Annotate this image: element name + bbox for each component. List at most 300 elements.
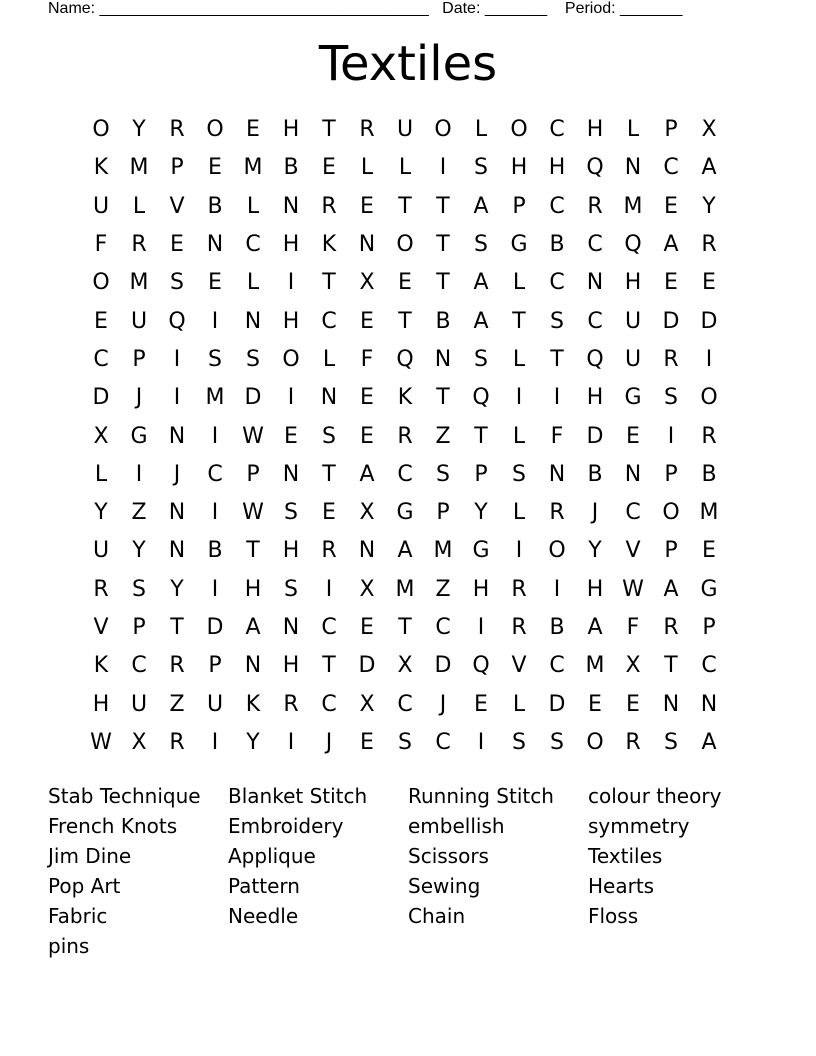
grid-letter: N xyxy=(624,461,642,487)
grid-letter: T xyxy=(170,615,184,640)
word-list-item: Fabric xyxy=(48,904,108,928)
grid-letter: K xyxy=(245,691,261,717)
grid-letter: C xyxy=(321,308,337,334)
word-list-item: symmetry xyxy=(588,814,690,838)
grid-letter: D xyxy=(358,653,376,679)
grid-letter: H xyxy=(586,117,604,143)
grid-letter: I xyxy=(287,729,295,755)
grid-letter: R xyxy=(663,615,679,640)
grid-letter: E xyxy=(664,270,678,296)
grid-letter: I xyxy=(705,346,713,372)
grid-letter: W xyxy=(242,500,264,526)
grid-letter: E xyxy=(284,423,298,449)
grid-letter: N xyxy=(358,538,376,564)
word-list-item: pins xyxy=(48,934,90,958)
grid-letter: Y xyxy=(132,538,146,564)
grid-letter: C xyxy=(701,653,717,679)
grid-letter: I xyxy=(477,729,485,755)
grid-row xyxy=(82,226,728,264)
word-list-item: Needle xyxy=(228,904,299,928)
grid-letter: B xyxy=(283,155,299,181)
grid-letter: R xyxy=(93,576,109,602)
grid-row xyxy=(82,302,728,340)
grid-letter: I xyxy=(477,615,485,640)
grid-letter: M xyxy=(699,500,719,526)
grid-letter: M xyxy=(395,576,415,602)
grid-letter: O xyxy=(548,538,566,564)
grid-letter: H xyxy=(282,117,300,143)
grid-row xyxy=(82,724,728,762)
grid-letter: B xyxy=(207,538,223,564)
grid-letter: T xyxy=(550,346,564,372)
grid-letter: Q xyxy=(586,155,604,181)
grid-letter: O xyxy=(92,270,110,296)
grid-letter: L xyxy=(246,193,260,219)
grid-letter: C xyxy=(321,615,337,640)
grid-letter: Y xyxy=(474,500,488,526)
grid-letter: U xyxy=(396,117,414,143)
grid-letter: O xyxy=(396,232,414,258)
grid-letter: B xyxy=(435,308,451,334)
grid-letter: J xyxy=(325,729,333,755)
grid-letter: E xyxy=(360,308,374,334)
grid-letter: E xyxy=(208,155,222,181)
grid-letter: X xyxy=(93,423,109,449)
grid-letter: I xyxy=(287,385,295,411)
grid-letter: H xyxy=(92,691,110,717)
grid-letter: Y xyxy=(94,500,108,526)
grid-letter: X xyxy=(131,729,147,755)
grid-letter: H xyxy=(586,576,604,602)
grid-letter: E xyxy=(94,308,108,334)
grid-letter: L xyxy=(474,117,488,143)
grid-letter: Q xyxy=(624,232,642,258)
grid-letter: B xyxy=(207,193,223,219)
grid-letter: H xyxy=(586,385,604,411)
grid-letter: F xyxy=(626,615,640,640)
grid-letter: K xyxy=(397,385,413,411)
grid-letter: O xyxy=(206,117,224,143)
grid-letter: C xyxy=(549,270,565,296)
grid-letter: S xyxy=(664,729,678,755)
grid-letter: K xyxy=(93,155,109,181)
grid-letter: I xyxy=(667,423,675,449)
grid-letter: X xyxy=(359,691,375,717)
grid-letter: G xyxy=(396,500,414,526)
grid-letter: X xyxy=(701,117,717,143)
grid-letter: P xyxy=(436,500,450,526)
grid-letter: G xyxy=(472,538,490,564)
grid-letter: W xyxy=(622,576,644,602)
grid-letter: Y xyxy=(246,729,260,755)
grid-letter: Y xyxy=(588,538,602,564)
grid-letter: G xyxy=(700,576,718,602)
grid-letter: T xyxy=(398,615,412,640)
grid-letter: M xyxy=(243,155,263,181)
grid-letter: I xyxy=(515,385,523,411)
word-list-item: Running Stitch xyxy=(408,784,554,808)
grid-letter: T xyxy=(322,270,336,296)
grid-letter: E xyxy=(474,691,488,717)
grid-letter: T xyxy=(246,538,260,564)
grid-letter: S xyxy=(398,729,412,755)
grid-letter: N xyxy=(586,270,604,296)
grid-letter: E xyxy=(246,117,260,143)
grid-letter: T xyxy=(398,308,412,334)
grid-letter: J xyxy=(135,385,143,411)
student-info-header: Name: _____________________________________ Date: _______ Period: _______ xyxy=(48,0,683,17)
grid-letter: E xyxy=(360,385,374,411)
grid-letter: E xyxy=(360,615,374,640)
grid-letter: L xyxy=(512,691,526,717)
grid-letter: E xyxy=(588,691,602,717)
grid-letter: E xyxy=(626,423,640,449)
grid-row xyxy=(82,417,728,455)
grid-row xyxy=(82,341,728,379)
grid-letter: P xyxy=(208,653,222,679)
grid-letter: H xyxy=(282,653,300,679)
word-list-item: colour theory xyxy=(588,784,722,808)
grid-letter: X xyxy=(359,576,375,602)
grid-letter: N xyxy=(434,346,452,372)
grid-letter: C xyxy=(549,117,565,143)
grid-letter: T xyxy=(398,193,412,219)
grid-letter: C xyxy=(131,653,147,679)
grid-letter: A xyxy=(473,308,489,334)
grid-letter: C xyxy=(93,346,109,372)
grid-letter: J xyxy=(591,500,599,526)
grid-letter: D xyxy=(586,423,604,449)
grid-letter: I xyxy=(211,729,219,755)
grid-letter: G xyxy=(624,385,642,411)
grid-letter: C xyxy=(663,155,679,181)
grid-letter: B xyxy=(549,615,565,640)
grid-letter: C xyxy=(435,729,451,755)
grid-letter: C xyxy=(435,615,451,640)
grid-row xyxy=(82,609,728,647)
grid-letter: C xyxy=(549,193,565,219)
grid-letter: L xyxy=(132,193,146,219)
word-list-item: Blanket Stitch xyxy=(228,784,368,808)
grid-letter: U xyxy=(92,193,110,219)
grid-letter: R xyxy=(283,691,299,717)
grid-letter: Z xyxy=(169,691,185,717)
grid-letter: I xyxy=(211,576,219,602)
grid-letter: A xyxy=(663,576,679,602)
grid-letter: P xyxy=(474,461,488,487)
grid-letter: T xyxy=(436,385,450,411)
grid-letter: P xyxy=(664,117,678,143)
grid-letter: R xyxy=(549,500,565,526)
grid-letter: A xyxy=(473,270,489,296)
grid-letter: D xyxy=(434,653,452,679)
grid-letter: E xyxy=(360,729,374,755)
grid-letter: A xyxy=(701,155,717,181)
grid-letter: T xyxy=(474,423,488,449)
grid-letter: N xyxy=(168,500,186,526)
grid-letter: Q xyxy=(472,653,490,679)
grid-row xyxy=(82,379,728,417)
grid-letter: U xyxy=(130,308,148,334)
grid-letter: Z xyxy=(435,576,451,602)
grid-letter: T xyxy=(322,461,336,487)
grid-letter: I xyxy=(553,385,561,411)
grid-letter: R xyxy=(625,729,641,755)
grid-letter: E xyxy=(702,538,716,564)
grid-letter: A xyxy=(663,232,679,258)
grid-letter: N xyxy=(282,193,300,219)
grid-letter: A xyxy=(397,538,413,564)
grid-letter: E xyxy=(208,270,222,296)
grid-letter: B xyxy=(587,461,603,487)
grid-letter: R xyxy=(169,117,185,143)
grid-letter: R xyxy=(397,423,413,449)
grid-letter: M xyxy=(129,155,149,181)
grid-letter: L xyxy=(246,270,260,296)
grid-letter: S xyxy=(208,346,222,372)
grid-letter: E xyxy=(702,270,716,296)
grid-letter: D xyxy=(244,385,262,411)
grid-letter: S xyxy=(284,500,298,526)
grid-letter: E xyxy=(322,155,336,181)
grid-letter: N xyxy=(168,538,186,564)
grid-letter: V xyxy=(169,193,185,219)
grid-letter: L xyxy=(626,117,640,143)
grid-row xyxy=(82,188,728,226)
grid-letter: S xyxy=(170,270,184,296)
grid-letter: A xyxy=(473,193,489,219)
word-list-item: Jim Dine xyxy=(48,844,132,868)
grid-letter: Q xyxy=(168,308,186,334)
grid-letter: U xyxy=(206,691,224,717)
grid-letter: W xyxy=(90,729,112,755)
grid-letter: Q xyxy=(472,385,490,411)
grid-letter: T xyxy=(436,270,450,296)
word-list-item: Pattern xyxy=(228,874,300,898)
grid-letter: X xyxy=(359,500,375,526)
grid-letter: N xyxy=(662,691,680,717)
grid-letter: E xyxy=(360,423,374,449)
grid-letter: R xyxy=(321,538,337,564)
grid-letter: O xyxy=(434,117,452,143)
grid-row xyxy=(82,111,728,149)
grid-letter: C xyxy=(587,232,603,258)
grid-letter: R xyxy=(321,193,337,219)
grid-letter: H xyxy=(472,576,490,602)
grid-letter: K xyxy=(93,653,109,679)
word-list-item: Pop Art xyxy=(48,874,121,898)
grid-row xyxy=(82,149,728,187)
grid-letter: N xyxy=(168,423,186,449)
grid-letter: P xyxy=(132,615,146,640)
grid-letter: H xyxy=(282,308,300,334)
grid-letter: M xyxy=(129,270,149,296)
grid-letter: M xyxy=(585,653,605,679)
puzzle-title: Textiles xyxy=(318,36,498,92)
grid-letter: F xyxy=(550,423,564,449)
grid-letter: H xyxy=(282,232,300,258)
grid-letter: C xyxy=(587,308,603,334)
grid-letter: H xyxy=(548,155,566,181)
grid-letter: U xyxy=(130,691,148,717)
grid-letter: S xyxy=(474,346,488,372)
grid-letter: S xyxy=(550,308,564,334)
grid-letter: E xyxy=(170,232,184,258)
grid-letter: S xyxy=(246,346,260,372)
grid-letter: X xyxy=(625,653,641,679)
grid-letter: E xyxy=(626,691,640,717)
grid-letter: B xyxy=(701,461,717,487)
grid-letter: D xyxy=(662,308,680,334)
grid-row xyxy=(82,532,728,570)
grid-letter: I xyxy=(325,576,333,602)
grid-letter: U xyxy=(624,308,642,334)
grid-letter: O xyxy=(510,117,528,143)
grid-letter: P xyxy=(702,615,716,640)
grid-letter: V xyxy=(511,653,527,679)
grid-letter: N xyxy=(358,232,376,258)
grid-letter: O xyxy=(92,117,110,143)
grid-letter: Y xyxy=(702,193,716,219)
grid-row xyxy=(82,685,728,723)
grid-letter: F xyxy=(360,346,374,372)
grid-letter: A xyxy=(245,615,261,640)
grid-letter: S xyxy=(512,729,526,755)
grid-letter: S xyxy=(474,232,488,258)
grid-letter: T xyxy=(322,117,336,143)
grid-letter: F xyxy=(94,232,108,258)
grid-letter: R xyxy=(359,117,375,143)
grid-letter: R xyxy=(511,615,527,640)
grid-letter: E xyxy=(322,500,336,526)
grid-letter: C xyxy=(549,653,565,679)
grid-letter: U xyxy=(624,346,642,372)
grid-letter: H xyxy=(282,538,300,564)
grid-letter: O xyxy=(662,500,680,526)
grid-letter: N xyxy=(206,232,224,258)
grid-letter: W xyxy=(242,423,264,449)
grid-letter: I xyxy=(553,576,561,602)
grid-letter: L xyxy=(360,155,374,181)
word-list-item: Stab Technique xyxy=(48,784,201,808)
grid-row xyxy=(82,647,728,685)
grid-letter: Q xyxy=(586,346,604,372)
grid-letter: E xyxy=(360,193,374,219)
grid-letter: T xyxy=(512,308,526,334)
grid-letter: N xyxy=(320,385,338,411)
grid-letter: C xyxy=(245,232,261,258)
word-list-item: French Knots xyxy=(48,814,178,838)
grid-letter: R xyxy=(663,346,679,372)
grid-letter: C xyxy=(625,500,641,526)
word-list-item: Applique xyxy=(228,844,316,868)
grid-letter: Z xyxy=(435,423,451,449)
grid-letter: I xyxy=(173,385,181,411)
grid-letter: R xyxy=(169,653,185,679)
grid-letter: P xyxy=(132,346,146,372)
grid-letter: N xyxy=(548,461,566,487)
word-list-item: Embroidery xyxy=(228,814,344,838)
grid-letter: P xyxy=(170,155,184,181)
grid-letter: L xyxy=(94,461,108,487)
grid-letter: S xyxy=(550,729,564,755)
grid-letter: I xyxy=(173,346,181,372)
grid-letter: R xyxy=(587,193,603,219)
grid-letter: C xyxy=(321,691,337,717)
grid-letter: N xyxy=(244,653,262,679)
grid-letter: I xyxy=(211,500,219,526)
grid-letter: Y xyxy=(132,117,146,143)
grid-letter: D xyxy=(206,615,224,640)
grid-letter: T xyxy=(664,653,678,679)
grid-letter: R xyxy=(701,423,717,449)
grid-letter: Z xyxy=(131,500,147,526)
grid-row xyxy=(82,571,728,609)
grid-letter: E xyxy=(398,270,412,296)
letter-grid xyxy=(82,111,728,762)
grid-letter: I xyxy=(439,155,447,181)
grid-letter: V xyxy=(93,615,109,640)
grid-letter: R xyxy=(131,232,147,258)
grid-letter: S xyxy=(474,155,488,181)
grid-letter: R xyxy=(701,232,717,258)
grid-letter: I xyxy=(211,423,219,449)
grid-letter: I xyxy=(135,461,143,487)
grid-letter: O xyxy=(586,729,604,755)
grid-letter: P xyxy=(246,461,260,487)
grid-letter: I xyxy=(287,270,295,296)
grid-letter: H xyxy=(624,270,642,296)
word-list-item: Chain xyxy=(408,904,466,928)
grid-letter: A xyxy=(701,729,717,755)
grid-letter: R xyxy=(169,729,185,755)
grid-letter: O xyxy=(700,385,718,411)
grid-letter: S xyxy=(512,461,526,487)
grid-row xyxy=(82,456,728,494)
grid-letter: A xyxy=(587,615,603,640)
grid-letter: P xyxy=(664,461,678,487)
grid-letter: U xyxy=(92,538,110,564)
grid-letter: D xyxy=(548,691,566,717)
grid-letter: I xyxy=(211,308,219,334)
grid-letter: S xyxy=(322,423,336,449)
grid-letter: P xyxy=(512,193,526,219)
grid-letter: C xyxy=(397,461,413,487)
grid-letter: X xyxy=(397,653,413,679)
grid-letter: M xyxy=(433,538,453,564)
word-list-item: Scissors xyxy=(408,844,489,868)
grid-letter: Y xyxy=(170,576,184,602)
grid-letter: N xyxy=(282,461,300,487)
word-list-item: Textiles xyxy=(588,844,663,868)
word-list-item: Sewing xyxy=(408,874,481,898)
grid-letter: G xyxy=(130,423,148,449)
grid-letter: V xyxy=(625,538,641,564)
grid-letter: R xyxy=(511,576,527,602)
grid-letter: S xyxy=(664,385,678,411)
grid-letter: L xyxy=(512,270,526,296)
grid-letter: H xyxy=(510,155,528,181)
grid-letter: S xyxy=(436,461,450,487)
grid-letter: M xyxy=(623,193,643,219)
grid-letter: K xyxy=(321,232,337,258)
grid-letter: O xyxy=(282,346,300,372)
grid-letter: S xyxy=(284,576,298,602)
grid-letter: M xyxy=(205,385,225,411)
grid-letter: B xyxy=(549,232,565,258)
grid-letter: D xyxy=(92,385,110,411)
grid-letter: Q xyxy=(396,346,414,372)
